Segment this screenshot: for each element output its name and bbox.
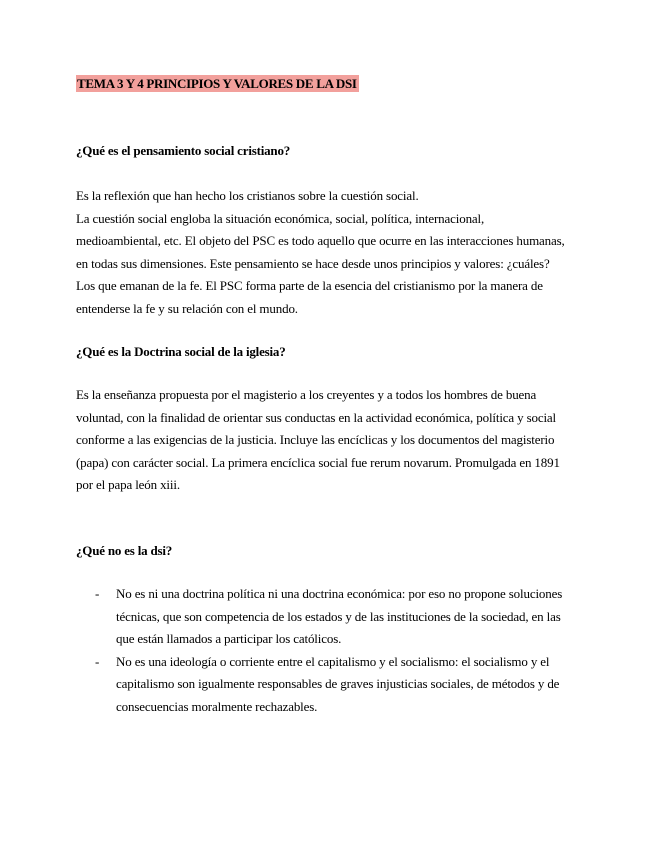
dash-bullet: - — [95, 586, 100, 601]
text-line: consecuencias moralmente rechazables. — [116, 698, 318, 714]
section-body-psc — [76, 185, 581, 320]
document-title — [76, 76, 359, 92]
text-line: Es la enseñanza propuesta por el magisterio a los creyentes y a todos los hombres de buena — [76, 387, 537, 402]
text-line: La cuestión social engloba la situación económica, social, política, internacional, — [76, 210, 485, 226]
text-line: voluntad, con la finalidad de orientar sus conductas en la actividad económica, política y social — [76, 409, 557, 425]
list-item — [76, 651, 581, 719]
text-line: capitalismo son igualmente responsables de graves injusticias sociales, de métodos y de — [116, 676, 560, 691]
text-line: entenderse la fe y su relación con el mundo. — [76, 300, 298, 316]
text-line: en todas sus dimensiones. Este pensamiento se hace desde unos principios y valores: ¿cuáles? — [76, 255, 550, 271]
section-heading-dsi: ¿Qué es la Doctrina social de la iglesia? — [76, 344, 286, 359]
text-line: No es ni una doctrina política ni una doctrina económica: por eso no propone soluciones — [116, 586, 563, 601]
document-title-text: TEMA 3 Y 4 PRINCIPIOS Y VALORES DE LA DSI — [77, 76, 357, 91]
text-line: No es una ideología o corriente entre el capitalismo y el socialismo: el socialismo y el — [116, 653, 550, 669]
section-heading-que-no-es: ¿Qué no es la dsi? — [76, 543, 173, 558]
text-line: (papa) con carácter social. La primera encíclica social fue rerum novarum. Promulgada en 1891 — [76, 454, 560, 470]
bullet-list — [76, 583, 581, 718]
section-body-dsi — [76, 384, 581, 497]
text-line: Los que emanan de la fe. El PSC forma parte de la esencia del cristianismo por la manera de — [76, 278, 543, 293]
text-line: por el papa león xiii. — [76, 477, 180, 492]
section-heading-psc: ¿Qué es el pensamiento social cristiano? — [76, 143, 291, 158]
dash-bullet: - — [95, 653, 100, 669]
text-line: conforme a las exigencias de la justicia. Incluye las encíclicas y los documentos del magisterio — [76, 432, 555, 447]
list-item — [76, 583, 581, 651]
text-line: que están llamados a participar los católicos. — [116, 631, 342, 646]
text-line: medioambiental, etc. El objeto del PSC es todo aquello que ocurre en las interacciones humanas, — [76, 233, 565, 248]
text-line: técnicas, que son competencia de los estados y de las instituciones de la sociedad, en las — [116, 608, 561, 624]
text-line: Es la reflexión que han hecho los cristianos sobre la cuestión social. — [76, 188, 419, 203]
